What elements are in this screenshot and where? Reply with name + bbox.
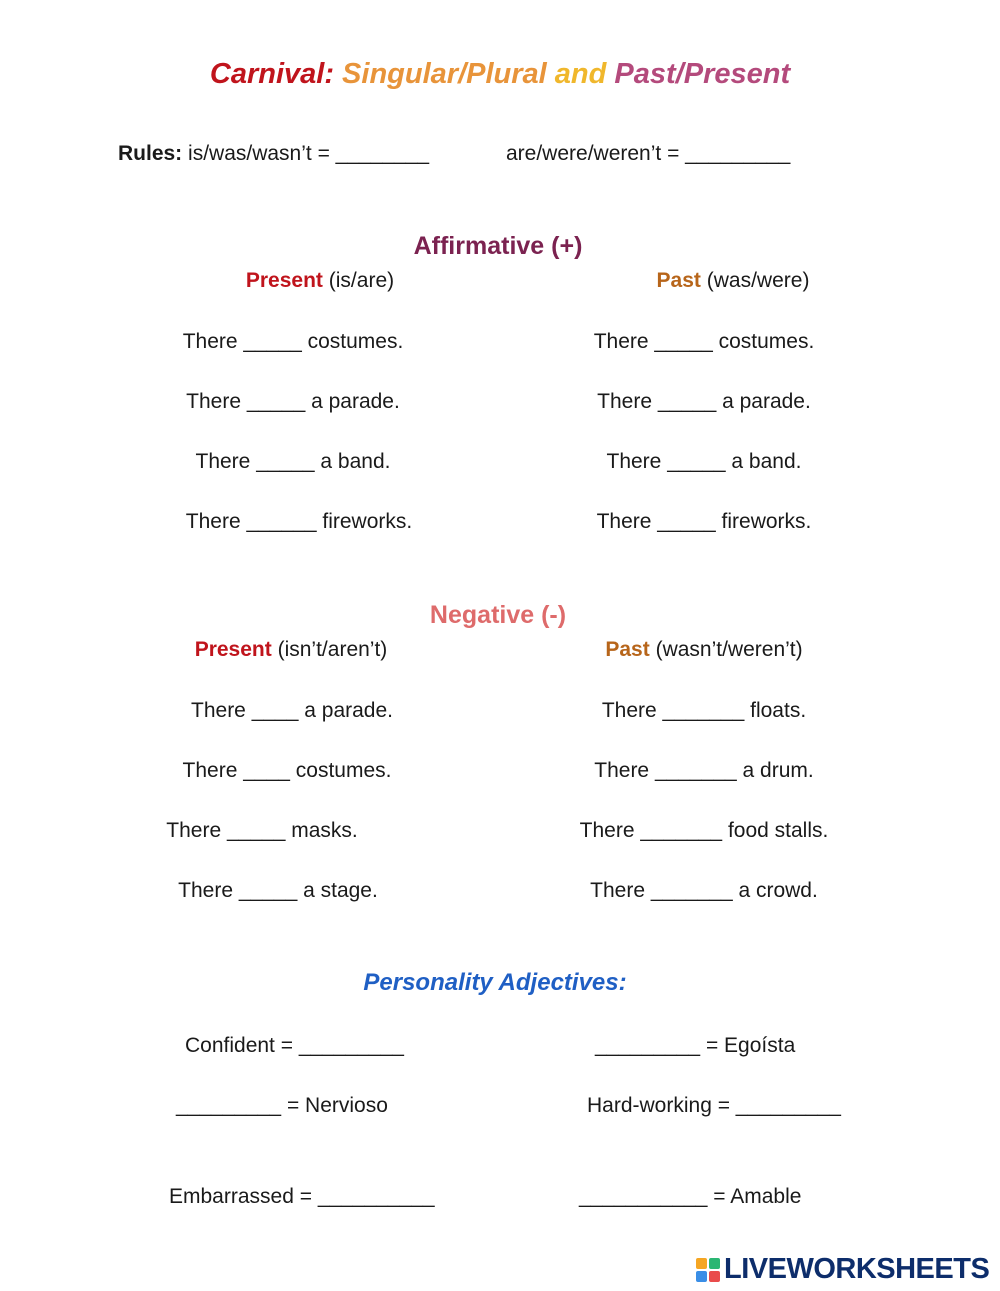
past-label: Past — [656, 269, 701, 292]
logo-text: LIVEWORKSHEETS — [724, 1253, 990, 1285]
negative-present-sentence[interactable]: There ____ costumes. — [182, 759, 392, 782]
affirmative-past-sentence[interactable]: There _____ fireworks. — [596, 510, 812, 533]
present-label: Present — [194, 638, 272, 661]
rules-singular[interactable]: is/was/wasn’t = ________ — [188, 142, 430, 165]
affirmative-past-sentence[interactable]: There _____ costumes. — [593, 330, 815, 353]
worksheet-title — [210, 58, 790, 91]
adjective-item[interactable]: ___________ = Amable — [579, 1185, 802, 1208]
affirmative-present-sentence[interactable]: There ______ fireworks. — [185, 510, 413, 533]
affirmative-present-sentence[interactable]: There _____ a band. — [195, 450, 391, 473]
past-forms: (was/were) — [706, 269, 810, 292]
adjective-item[interactable]: _________ = Egoísta — [595, 1034, 796, 1057]
present-forms: (is/are) — [328, 269, 395, 292]
past-forms: (wasn’t/weren’t) — [655, 638, 803, 661]
present-forms: (isn’t/aren’t) — [277, 638, 388, 661]
adjective-item[interactable]: Hard-working = _________ — [587, 1094, 841, 1117]
negative-past-sentence[interactable]: There _______ food stalls. — [579, 819, 829, 842]
adjective-item[interactable]: Confident = _________ — [185, 1034, 404, 1057]
negative-past-sentence[interactable]: There _______ a drum. — [594, 759, 814, 782]
rules-plural[interactable]: are/were/weren’t = _________ — [506, 142, 791, 165]
negative-past-sentence[interactable]: There _______ floats. — [601, 699, 807, 722]
affirmative-present-header — [246, 269, 394, 293]
adjectives-heading: Personality Adjectives: — [363, 969, 627, 996]
past-label: Past — [605, 638, 650, 661]
title-past-present: Past/Present — [614, 58, 791, 90]
affirmative-present-sentence[interactable]: There _____ costumes. — [182, 330, 404, 353]
negative-past-header — [605, 638, 802, 662]
liveworksheets-logo — [696, 1253, 989, 1286]
rules-row — [118, 142, 429, 166]
negative-present-header — [195, 638, 388, 662]
affirmative-past-sentence[interactable]: There _____ a parade. — [597, 390, 811, 413]
negative-heading: Negative (-) — [429, 601, 567, 629]
present-label: Present — [245, 269, 323, 292]
negative-present-sentence[interactable]: There _____ a stage. — [178, 879, 378, 902]
logo-blocks-icon — [696, 1258, 720, 1282]
rules-label: Rules: — [118, 142, 183, 165]
affirmative-present-sentence[interactable]: There _____ a parade. — [186, 390, 400, 413]
adjective-item[interactable]: Embarrassed = __________ — [169, 1185, 435, 1208]
title-and: and — [554, 58, 607, 90]
title-singular-plural: Singular/Plural — [342, 58, 547, 90]
title-carnival: Carnival: — [209, 58, 334, 90]
negative-past-sentence[interactable]: There _______ a crowd. — [590, 879, 818, 902]
negative-present-sentence[interactable]: There ____ a parade. — [191, 699, 393, 722]
adjective-item[interactable]: _________ = Nervioso — [176, 1094, 388, 1117]
affirmative-past-header — [657, 269, 810, 293]
negative-present-sentence[interactable]: There _____ masks. — [166, 819, 358, 842]
affirmative-past-sentence[interactable]: There _____ a band. — [606, 450, 802, 473]
affirmative-heading: Affirmative (+) — [413, 232, 583, 260]
